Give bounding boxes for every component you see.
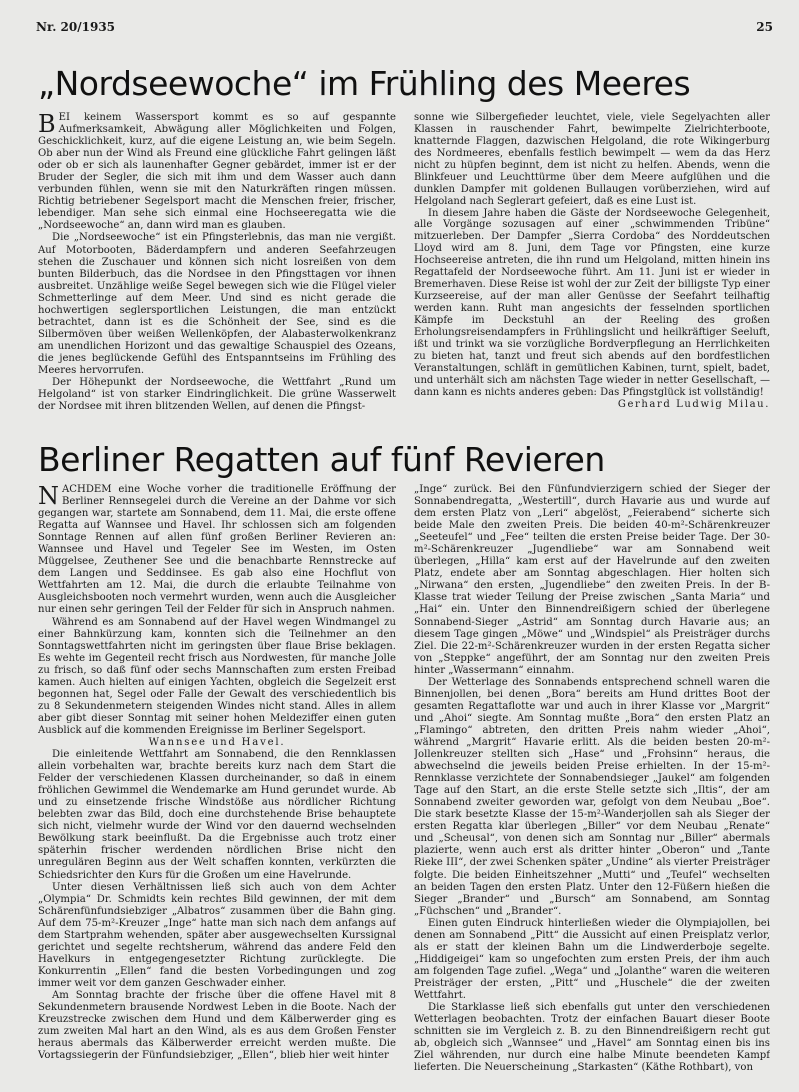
article2-paragraph: Unter diesen Verhältnissen ließ sich auch von dem Achter „Olympia“ Dr. Schmidts kein rechtes Bild gewinnen, der mit dem Schärenfünfundsiebziger „Albatros“ zusammen über die Bahn ging. Auf dem 75-m²-Kreuzer „Inge“ hatte man sich nach dem anfangs auf dem Startprahm wehenden, später aber ausgewechselten Kurssignal gerichtet und segelte rechtsherum, während das andere Feld den Havelkurs in entgegengesetzter Richtung zurücklegte. Die Konkurrentin „Ellen“ fand die besten Vorbedingungen und zog immer weit vor dem ganzen Geschwader einher. xyxy=(38,881,396,989)
section-subheading: Wannsee und Havel. xyxy=(148,736,286,748)
article1-column-right xyxy=(414,112,770,412)
issue-number: Nr. 20/1935 xyxy=(36,20,116,34)
article1-column-left xyxy=(38,112,396,412)
drop-cap: B xyxy=(38,112,56,138)
article1-paragraph: BEI keinem Wassersport kommt es so auf gespannte Aufmerksamkeit, Abwägung aller Möglichkeiten und Folgen, Geschicklichkeit, kurz, auf die eigene Leistung an, wie beim Segeln. Ob aber nun der Wind als Freund eine glückliche Fahrt gelingen läßt oder ob er sich als launenhafter Gegner gebärdet, immer ist er der Bruder der Segler, die sich mit ihm und dem Wasser auch dann verbunden fühlen, wenn sie mit den Naturkräften ringen müssen. Richtig betriebener Segelsport macht die Menschen freier, frischer, lebendiger. Man sehe sich einmal eine Hochseeregatta wie die „Nordseewoche“ an, dann wird man es glauben. xyxy=(38,112,396,232)
article2-column-left xyxy=(38,484,396,1084)
article1-paragraph: In diesem Jahre haben die Gäste der Nordseewoche Gelegenheit, alle Vorgänge sozusagen auf einer „schwimmenden Tribüne“ mitzuerleben. Der Dampfer „Sierra Cordoba“ des Norddeutschen Lloyd wird am 8. Juni, dem Tage vor Pfingsten, eine kurze Hochseereise antreten, die ihn rund um Helgoland, mitten hinein ins Regattafeld der Nordseewoche führt. Am 11. Juni ist er wieder in Bremerhaven. Diese Reise ist wohl der zur Zeit der billigste Typ einer Kurzseereise, auf der man aller Genüsse der Seefahrt teilhaftig werden kann. Ruht man angesichts der fesselnden sportlichen Kämpfe im Deckstuhl an der Reeling des großen Erholungsreisendampfers in Frühlingslicht und heilkräftiger Seeluft, ißt und trinkt wa sie vorzügliche Bordverpflegung an Herrlichkeiten zu bieten hat, tanzt und freut sich abends auf den bordfestlichen Veranstaltungen, schläft in gemütlichen Kabinen, turnt, spielt, badet, und unterhält sich am nächsten Tage wieder in netter Gesellschaft, — dann kann es nichts anderes geben: Das Pfingstglück ist vollständig! xyxy=(414,207,770,398)
article2-paragraph: NACHDEM eine Woche vorher die traditionelle Eröffnung der Berliner Rennsegelei durch die Vereine an der Dahme vor sich gegangen war, startete am Sonnabend, dem 11. Mai, die erste offene Regatta auf Wannsee und Havel. Ihr schlossen sich am folgenden Sonntage Rennen auf allen fünf großen Berliner Revieren an: Wannsee und Havel und Tegeler See im Westen, im Osten Müggelsee, Zeuthener See und die benachbarte Rennstrecke auf dem Langen und Seddinsee. Es gab also eine Hochflut von Wettfahrten am 12. Mai, die durch die erlaubte Teilnahme von Ausgleichsbooten noch vermehrt wurden, wenn auch die Ausgleicher nur einen sehr geringen Teil der Felder für sich in Anspruch nahmen. xyxy=(38,484,396,616)
article2-column-right xyxy=(414,484,770,1084)
article2-paragraph: „Inge“ zurück. Bei den Fünfundvierzigern schied der Sieger der Sonnabendregatta, „Westertill“, durch Havarie aus und wurde auf dem ersten Platz von „Leri“ abgelöst, „Feierabend“ sicherte sich beide Male den zweiten Preis. Die beiden 40-m²-Schärenkreuzer „Seeteufel“ und „Fee“ teilten die ersten Preise beider Tage. Der 30-m²-Schärenkreuzer „Jugendliebe“ war am Sonnabend weit überlegen, „Hilla“ kam erst auf der Havelrunde auf den zweiten Platz, endete aber am Sonntag abgeschlagen. Hier holten sich „Nirwana“ den ersten, „Jugendliebe“ den zweiten Preis. In der B-Klasse trat wieder Teilung der Preise zwischen „Santa Maria“ und „Hai“ ein. Unter den Binnendreißigern schied der überlegene Sonnabend-Sieger „Astrid“ am Sonntag durch Havarie aus; an diesem Tage gingen „Möwe“ und „Windspiel“ als Preisträger durchs Ziel. Die 22-m²-Schärenkreuzer wurden in der ersten Regatta sicher von „Steppke“ angeführt, der am Sonntag nur den zweiten Preis hinter „Wassermann“ einnahm. xyxy=(414,484,770,676)
article2-paragraph: Einen guten Eindruck hinterließen wieder die Olympiajollen, bei denen am Sonnabend „Pitt“ die Aussicht auf einen Preisplatz verlor, als er statt der kleinen Bahn um die Lindwerderboje segelte. „Hiddigeigei“ kam so ungefochten zum ersten Preis, der ihm auch am folgenden Tage zufiel. „Wega“ und „Jolanthe“ waren die weiteren Preisträger der ersten, „Pitt“ und „Huschele“ die der zweiten Wettfahrt. xyxy=(414,917,770,1001)
article1-paragraph: Der Höhepunkt der Nordseewoche, die Wettfahrt „Rund um Helgoland“ ist von starker Eindringlichkeit. Die grüne Wasserwelt der Nordsee mit ihren blitzenden Wellen, auf denen die Pfingst- xyxy=(38,377,396,412)
page-header xyxy=(36,20,773,38)
article1-paragraph: sonne wie Silbergefieder leuchtet, viele, viele Segelyachten aller Klassen in rauschender Fahrt, bewimpelte Zielrichterboote, knatternde Flaggen, dazwischen Helgoland, die rote Wikingerburg des Nordmeeres, ebenfalls festlich bewimpelt — wem da das Herz nicht zu hüpfen beginnt, dem ist nicht zu helfen. Abends, wenn die Blinkfeuer und Leuchttürme über dem Meere aufglühen und die dunklen Dampfer mit goldenen Bullaugen vorüberziehen, wird auf Helgoland nach Seglerart gefeiert, daß es eine Lust ist. xyxy=(414,112,770,207)
article2-paragraph: Die einleitende Wettfahrt am Sonnabend, die den Rennklassen allein vorbehalten war, brachte bereits kurz nach dem Start die Felder der verschiedenen Klassen durcheinander, so daß in einem fröhlichen Gewimmel die Wendemarke am Hund gerundet wurde. Ab und zu einsetzende frische Windstöße aus nördlicher Richtung belebten zwar das Bild, doch eine durchstehende Brise behauptete sich nicht, vielmehr wurde der Wind vor den dauernd wechselnden Bewölkung stark beeinflußt. Da die Ergebnisse auch trotz einer späterhin frischer werdenden nördlichen Brise nicht den unregulären Beginn aus der Welt schaffen konnten, verkürzten die Schiedsrichter den Kurs für die Großen um eine Havelrunde. xyxy=(38,749,396,881)
article2-paragraph: Während es am Sonnabend auf der Havel wegen Windmangel zu einer Bahnkürzung kam, konnten sich die Teilnehmer an den Sonntagswettfahrten nicht im geringsten über flaue Brise beklagen. Es wehte im Gegenteil recht frisch aus Nordwesten, für manche Jolle zu frisch, so daß fünf oder sechs Mannschaften zum ersten Freibad kamen. Auch hielten auf einigen Yachten, obgleich die Segelzeit erst begonnen hat, Segel oder Falle der Gewalt des verschiedentlich bis zu 8 Sekundenmetern steigenden Windes nicht stand. Alles in allem aber gibt dieser Sonntag mit seiner hohen Meldeziffer einen guten Ausblick auf die kommenden Ereignisse im Berliner Segelsport. xyxy=(38,616,396,736)
article1-title: „Nordseewoche“ im Frühling des Meeres xyxy=(38,64,691,103)
article1-paragraph: Die „Nordseewoche“ ist ein Pfingsterlebnis, das man nie vergißt. Auf Motorbooten, Bäderdampfern und anderen Seefahrzeugen stehen die Zuschauer und können sich nicht losreißen von dem bunten Bilderbuch, das die Nordsee in den Pfingsttagen vor ihnen ausbreitet. Unzählige weiße Segel bewegen sich wie die Flügel vieler Schmetterlinge auf dem Meer. Und sind es nicht gerade die hochwertigen seglersportlichen Leistungen, die man entzückt betrachtet, dann ist es die Schönheit der See, sind es die Silbermöven über weißen Wellenköpfen, der Alabasterwolkenkranz am unendlichen Horizont und das gewaltige Schauspiel des Ozeans, die jenes beglückende Gefühl des Entspanntseins im Frühling des Meeres hervorrufen. xyxy=(38,232,396,376)
article2-paragraph: Die Starklasse ließ sich ebenfalls gut unter den verschiedenen Wetterlagen beobachten. Trotz der einfachen Bauart dieser Boote schnitten sie im Vergleich z. B. zu den Binnendreißigern recht gut ab, obgleich sich „Wannsee“ und „Havel“ am Sonntag einen bis ins Ziel währenden, nur durch eine halbe Minute beendeten Kampf lieferten. Die Neuerscheinung „Starkasten“ (Käthe Rothbart), von xyxy=(414,1002,770,1074)
article1-author: Gerhard Ludwig Milau. xyxy=(617,398,770,410)
article2-title: Berliner Regatten auf fünf Revieren xyxy=(38,440,605,479)
article2-paragraph: Am Sonntag brachte der frische über die offene Havel mit 8 Sekundenmetern brausende Nordwest Leben in die Boote. Nach der Kreuzstrecke zwischen dem Hund und dem Kälberwerder ging es zum zweiten Mal hart an den Wind, als es aus dem Großen Fenster heraus abermals das Kälberwerder erreicht werden mußte. Die Vortagssiegerin der Fünfundsiebziger, „Ellen“, blieb hier weit hinter xyxy=(38,989,396,1062)
article2-paragraph: Der Wetterlage des Sonnabends entsprechend schnell waren die Binnenjollen, bei denen „Bora“ bereits am Hund drittes Boot der gesamten Regattaflotte war und auch in ihrer Klasse vor „Margrit“ und „Ahoi“ siegte. Am Sonntag mußte „Bora“ den ersten Platz an „Flamingo“ abtreten, den dritten Preis nahm wieder „Ahoi“, während „Margrit“ Havarie erlitt. Als die beiden besten 20-m²-Jollenkreuzer stellten sich „Hase“ und „Frohsinn“ heraus, die abwechselnd die jeweils beiden Preise erhielten. In der 15-m²-Rennklasse verzichtete der Sonnabendsieger „Jaukel“ am folgenden Tage auf den Start, an die erste Stelle setzte sich „Iltis“, der am Sonnabend zweiter geworden war, gefolgt von dem Neubau „Boe“. Die stark besetzte Klasse der 15-m²-Wanderjollen sah als Sieger der ersten Regatta klar überlegen „Biller“ vor dem Neubau „Renate“ und „Scheusal“, von denen sich am Sonntag nur „Biller“ abermals plazierte, wenn auch erst als dritter hinter „Oberon“ und „Tante Rieke III“, der zwei Schenken später „Undine“ als vierter Preisträger folgte. Die beiden Einheitszehner „Mutti“ und „Teufel“ wechselten an beiden Tagen den ersten Platz. Unter den 12-Füßern hießen die Sieger „Brander“ und „Bursch“ am Sonnabend, am Sonntag „Füchschen“ und „Brander“. xyxy=(414,676,770,917)
drop-cap: N xyxy=(38,484,59,510)
page-number: 25 xyxy=(756,20,773,34)
